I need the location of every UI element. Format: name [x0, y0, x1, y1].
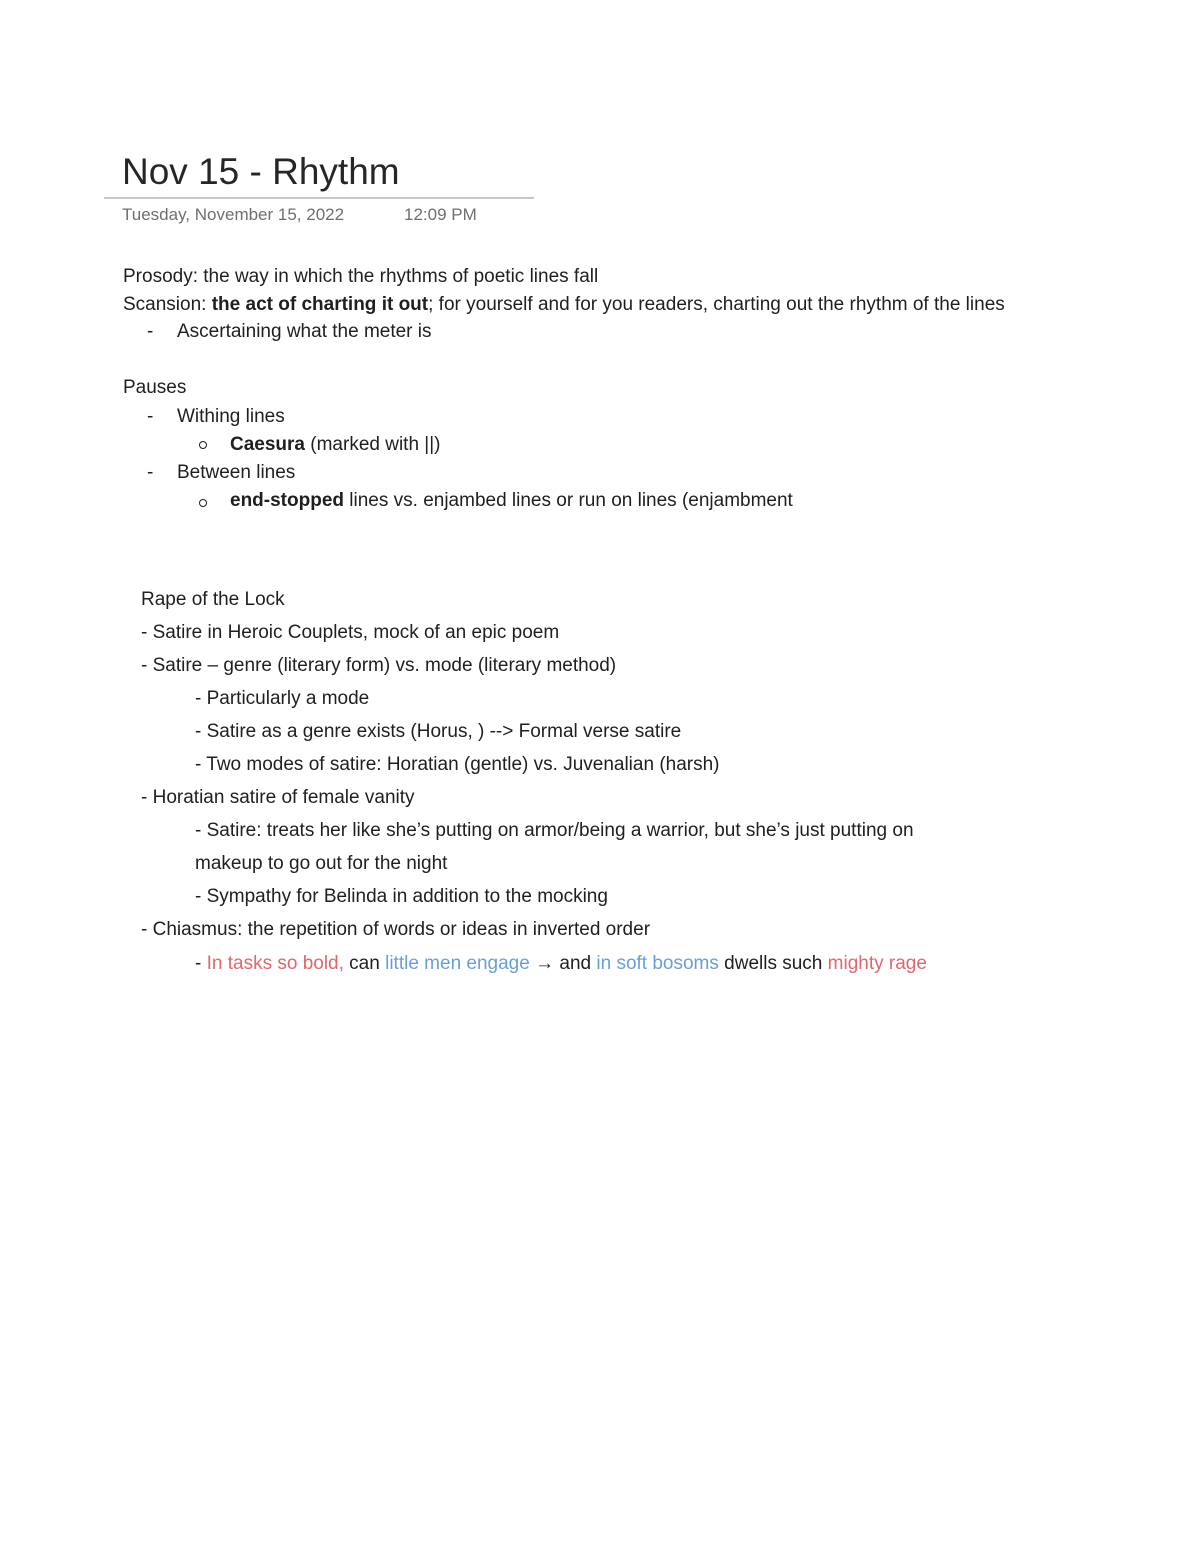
scansion-bold: the act of charting it out — [211, 294, 429, 315]
endstopped-bold: end-stopped — [230, 490, 344, 511]
dash-bullet: - — [147, 462, 154, 483]
lock-line-7a: - Satire: treats her like she’s putting on armor/being a warrior, but she’s just putting on — [195, 820, 914, 841]
chiasmus-example — [195, 952, 927, 976]
page-title: Nov 15 - Rhythm — [122, 151, 400, 192]
dash-bullet: - — [147, 321, 154, 342]
chiasmus-blue-1: little men engage — [385, 953, 530, 974]
chiasmus-blue-2: in soft bosoms — [596, 953, 719, 974]
pauses-heading: Pauses — [123, 377, 187, 398]
chiasmus-dash: - — [195, 953, 207, 974]
chiasmus-text-2: → and — [529, 953, 597, 974]
circle-bullet-icon — [199, 441, 207, 449]
lock-line-3: - Particularly a mode — [195, 688, 370, 709]
page-time: 12:09 PM — [404, 205, 477, 224]
scansion-rest: ; for yourself and for you readers, charting out the rhythm of the lines — [428, 294, 1005, 315]
ascertaining-line: Ascertaining what the meter is — [177, 321, 432, 342]
lock-line-6: - Horatian satire of female vanity — [141, 787, 415, 808]
chiasmus-red-2: mighty rage — [827, 953, 927, 974]
endstopped-item — [230, 489, 793, 513]
scansion-label: Scansion: — [123, 294, 212, 315]
lock-line-1: - Satire in Heroic Couplets, mock of an epic poem — [141, 622, 560, 643]
endstopped-rest: lines vs. enjambed lines or run on lines (enjambment — [344, 490, 793, 511]
lock-line-8: - Sympathy for Belinda in addition to the mocking — [195, 886, 608, 907]
page-date: Tuesday, November 15, 2022 — [122, 205, 345, 224]
lock-line-4: - Satire as a genre exists (Horus, ) --> Formal verse satire — [195, 721, 682, 742]
caesura-item — [230, 433, 441, 457]
scansion-line — [123, 293, 1005, 317]
chiasmus-text-1: can — [343, 953, 386, 974]
lock-heading: Rape of the Lock — [141, 589, 285, 610]
lock-line-7b: makeup to go out for the night — [195, 853, 448, 874]
caesura-bold: Caesura — [230, 434, 305, 455]
prosody-line: Prosody: the way in which the rhythms of poetic lines fall — [123, 266, 599, 287]
lock-line-9: - Chiasmus: the repetition of words or ideas in inverted order — [141, 919, 651, 940]
lock-line-2: - Satire – genre (literary form) vs. mode (literary method) — [141, 655, 617, 676]
circle-bullet-icon — [199, 499, 207, 507]
chiasmus-text-3: dwells such — [718, 953, 828, 974]
within-lines-item: Withing lines — [177, 406, 285, 427]
dash-bullet: - — [147, 406, 154, 427]
lock-line-5: - Two modes of satire: Horatian (gentle) vs. Juvenalian (harsh) — [195, 754, 720, 775]
between-lines-item: Between lines — [177, 462, 296, 483]
caesura-rest: (marked with ||) — [305, 434, 441, 455]
title-divider — [104, 197, 534, 199]
chiasmus-red-1: In tasks so bold, — [206, 953, 344, 974]
